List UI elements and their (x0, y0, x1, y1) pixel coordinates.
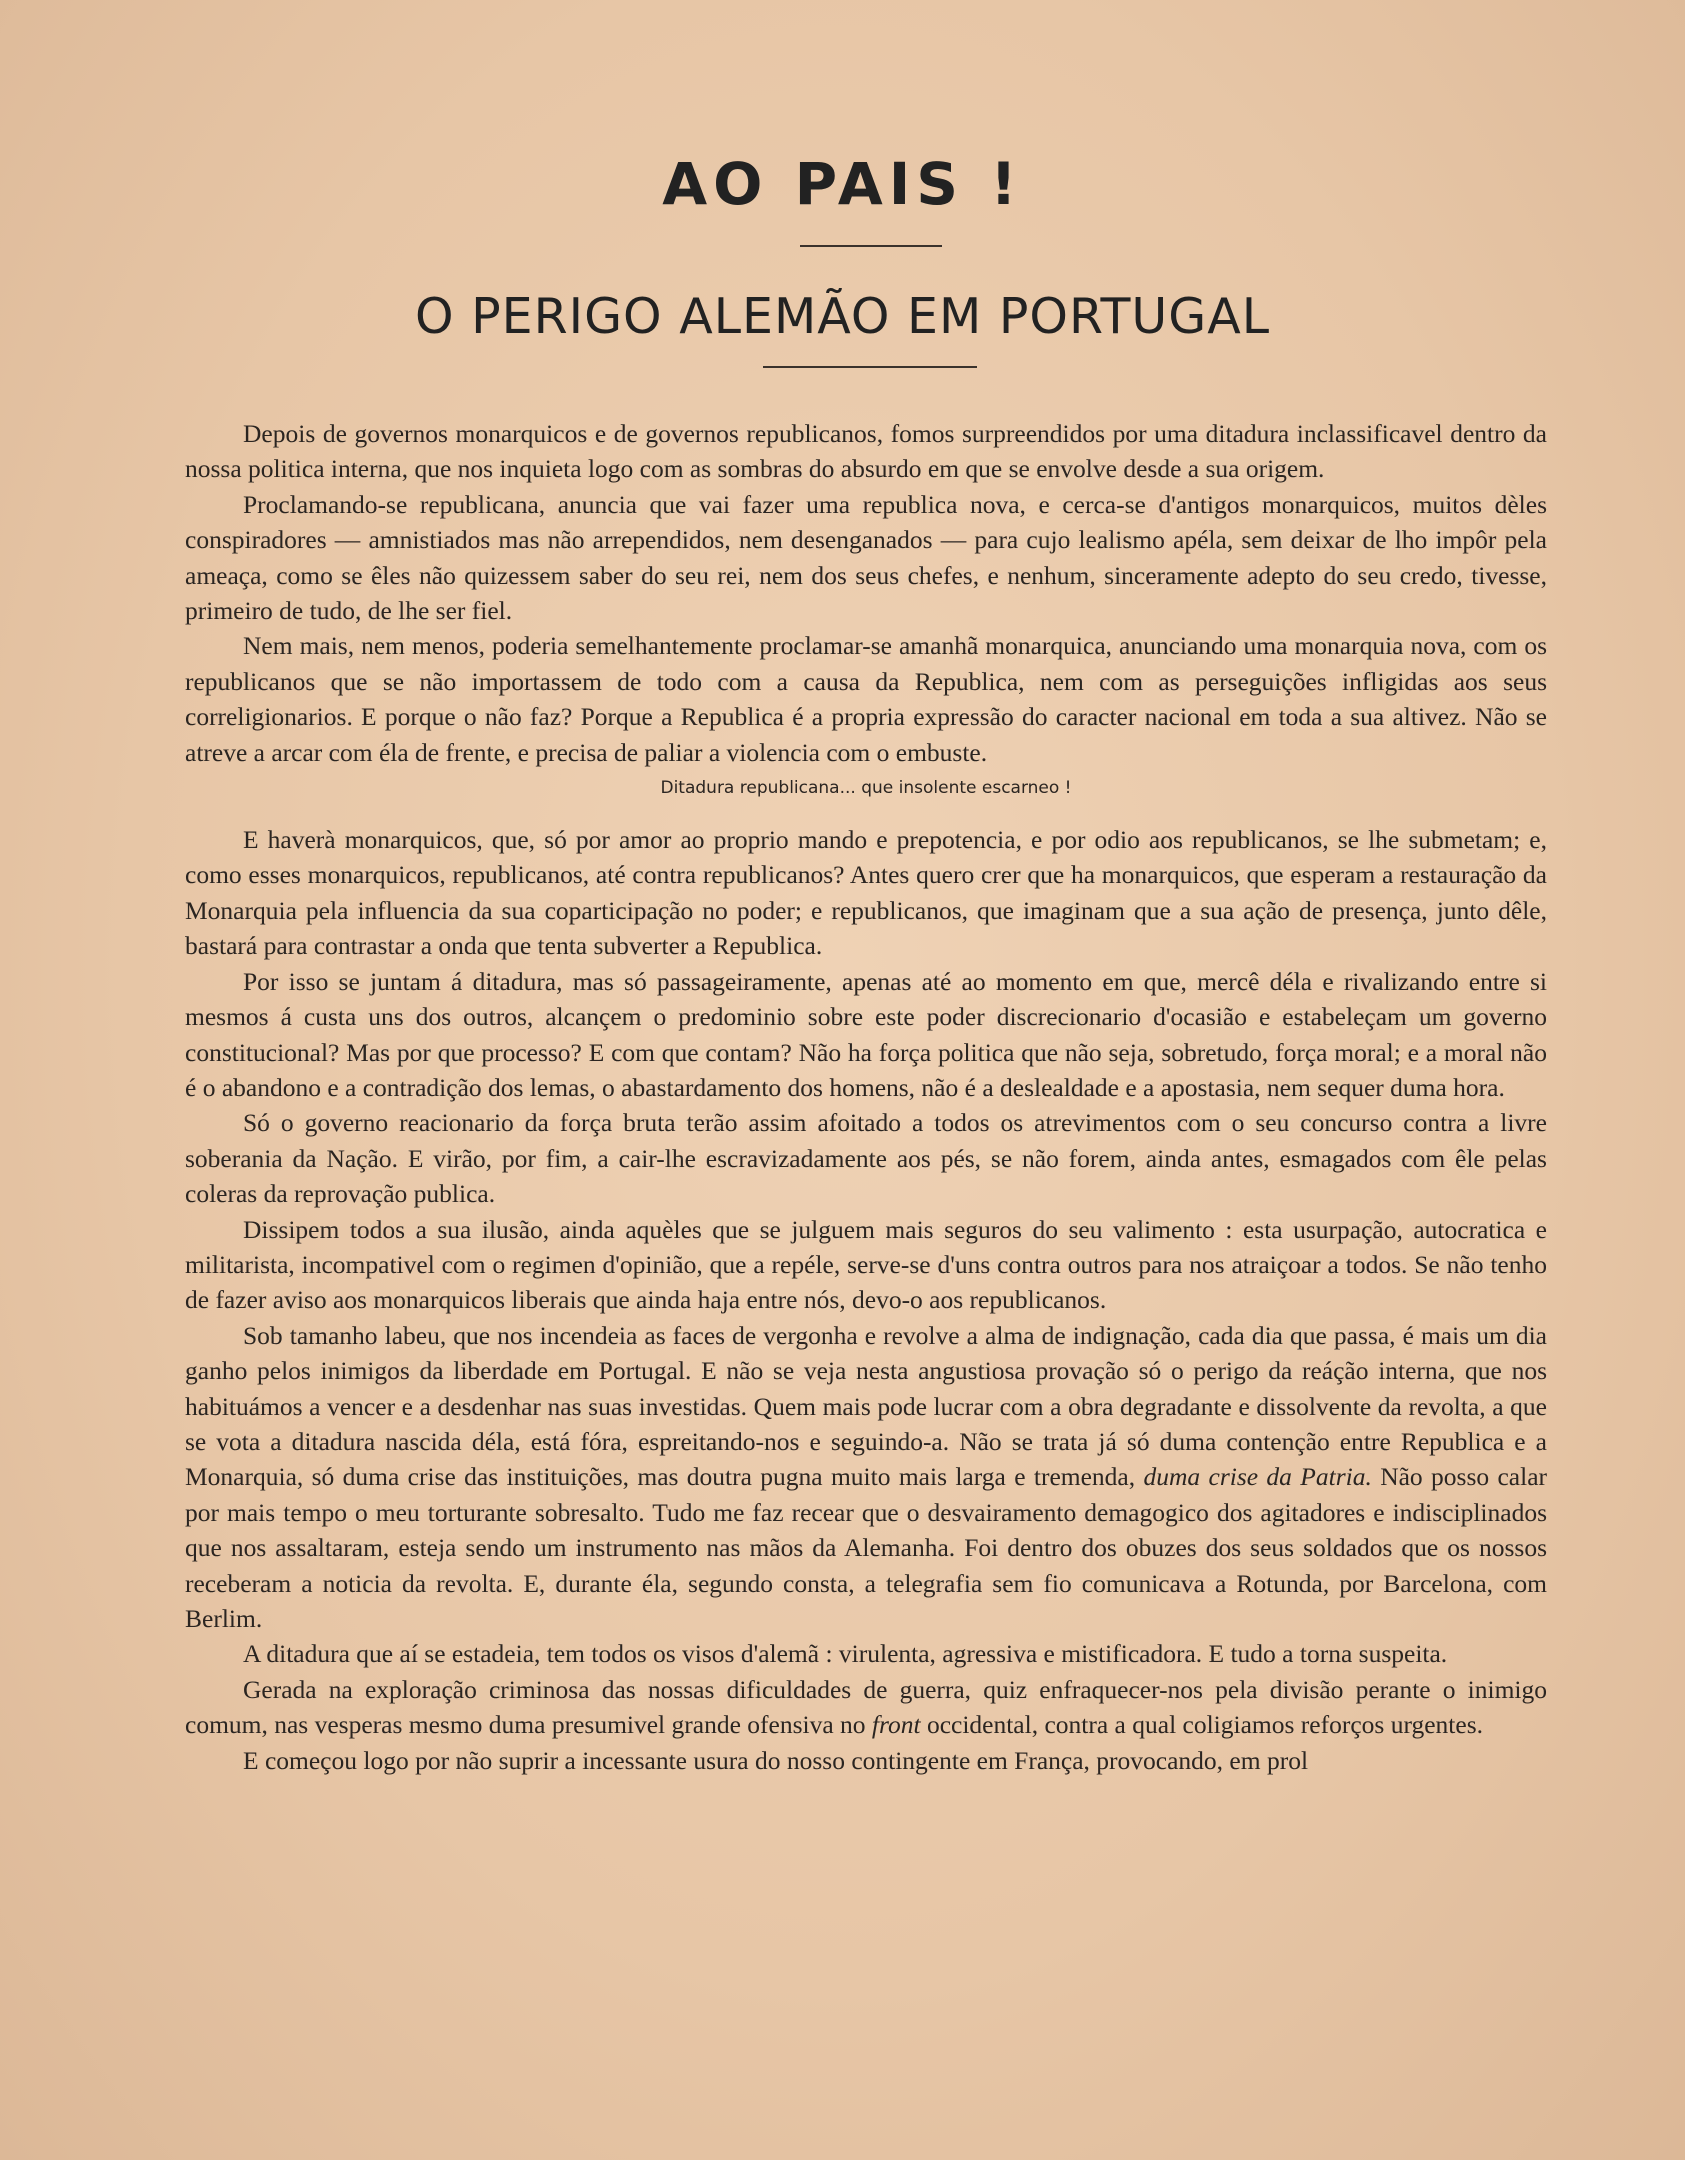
center-note: Ditadura republicana... que insolente escarneo ! (660, 778, 1072, 799)
paragraph-8-continuation: Não posso calar por mais tempo o meu torturante sobresalto. Tudo me faz recear que o desvairamento demagogico dos agitadores e indisciplinados que nos assaltaram, esteja sendo um instrumento nas mãos da Alemanha. Foi dentro dos obuzes dos seus soldados que os nossos receberam a noticia da revolta. E, durante éla, segundo consta, a telegrafia sem fio comunicava a Rotunda, por Barcelona, com Berlim. (185, 1462, 1548, 1633)
paragraph-2: Proclamando-se republicana, anuncia que vai fazer uma republica nova, e cerca-se d'antigos monarquicos, muitos dèles conspiradores — amnistiados mas não arrependidos, nem desenganados — para cujo lealismo apéla, sem deixar de lho impôr pela ameaça, como se êles não quizessem saber do seu rei, nem dos seus chefes, e nenhum, sinceramente adepto do seu credo, tivesse, primeiro de tudo, de lhe ser fiel. (185, 489, 1547, 626)
paragraph-5: Por isso se juntam á ditadura, mas só passageiramente, apenas até ao momento em que, mercê déla e rivalizando entre si mesmos á custa uns dos outros, alcançem o predominio sobre este poder discrecionario d'ocasião e estabeleçam um governo constitucional? Mas por que processo? E com que contam? Não ha força politica que não seja, sobretudo, força moral; e a moral não é o abandono e a contradição dos lemas, o abastardamento dos homens, não é a deslealdade e a apostasia, nem sequer duma hora. (185, 966, 1547, 1102)
page-title: AO PAIS ! (662, 150, 1023, 218)
paragraph-6: Só o governo reacionario da força bruta terão assim afoitado a todos os atrevimentos com o seu concurso contra a livre soberania da Nação. E virão, por fim, a cair-lhe escravizadamente aos pés, se não forem, ainda antes, esmagados com êle pelas coleras da reprovação publica. (185, 1108, 1547, 1209)
paragraph-4: E haverà monarquicos, que, só por amor ao proprio mando e prepotencia, e por odio aos republicanos, se lhe submetam; e, como esses monarquicos, republicanos, até contra republicanos? Antes quero crer que ha monarquicos, que esperam a restauração da Monarquia pela influencia da sua coparticipação no poder; e republicanos, que imaginam que a sua ação de presença, junto dêle, bastará para contrastar a onda que tenta subverter a Republica. (185, 825, 1547, 961)
title-divider (800, 245, 942, 247)
paragraph-1: Depois de governos monarquicos e de governos republicanos, fomos surpreendidos por uma ditadura inclassificavel dentro da nossa politica interna, que nos inquieta logo com as sombras do absurdo em que se envolve desde a sua origem. (185, 419, 1547, 484)
paragraph-10-continuation: occidental, contra a qual coligiamos reforços urgentes. (926, 1710, 1484, 1740)
paragraph-10-emphasis: front (871, 1710, 921, 1740)
paragraph-3: Nem mais, nem menos, poderia semelhantemente proclamar-se amanhã monarquica, anunciando uma monarquia nova, com os republicanos que se não importassem de todo com a causa da Republica, nem com as perseguições infligidas aos seus correligionarios. E porque o não faz? Porque a Republica é a propria expressão do caracter nacional em toda a sua altivez. Não se atreve a arcar com éla de frente, e precisa de paliar a violencia com o embuste. (185, 631, 1547, 767)
paragraph-10 (185, 1672, 1547, 1743)
paragraph-7: Dissipem todos a sua ilusão, ainda aquèles que se julguem mais seguros do seu valimento : esta usurpação, autocratica e militarista, incompativel com o regimen d'opinião, que a repéle, serve-se d'uns contra outros para nos atraiçoar a todos. Se não tenho de fazer aviso aos monarquicos liberais que ainda haja entre nós, devo-o aos republicanos. (185, 1214, 1547, 1315)
paragraph-8-text: Sob tamanho labeu, que nos incendeia as faces de vergonha e revolve a alma de indignação, cada dia que passa, é mais um dia ganho pelos inimigos da liberdade em Portugal. E não se veja nesta angustiosa provação só o perigo da reáção interna, que nos habituámos a vencer e a desdenhar nas suas investidas. Quem mais pode lucrar com a obra degradante e dissolvente da revolta, a que se vota a ditadura nascida déla, está fóra, espreitando-nos e seguindo-a. Não se trata já só duma contenção entre Republica e a Monarquia, só duma crise das instituições, mas doutra pugna muito mais larga e tremenda, (185, 1320, 1547, 1492)
page-subtitle: O PERIGO ALEMÃO EM PORTUGAL (414, 288, 1271, 345)
subtitle-divider (763, 366, 977, 368)
manifesto-body (185, 416, 1547, 1778)
paragraph-11: E começou logo por não suprir a incessante usura do nosso contingente em França, provocando, em prol (243, 1745, 1309, 1775)
paragraph-8 (185, 1318, 1547, 1637)
paragraph-9: A ditadura que aí se estadeia, tem todos os visos d'alemã : virulenta, agressiva e mistificadora. E tudo a torna suspeita. (243, 1639, 1448, 1669)
paragraph-8-emphasis: duma crise da Patria. (1143, 1462, 1372, 1492)
paragraph-10-text: Gerada na exploração criminosa das nossas dificuldades de guerra, quiz enfraquecer-nos pela divisão perante o inimigo comum, nas vesperas mesmo duma presumivel grande ofensiva no (185, 1674, 1547, 1740)
